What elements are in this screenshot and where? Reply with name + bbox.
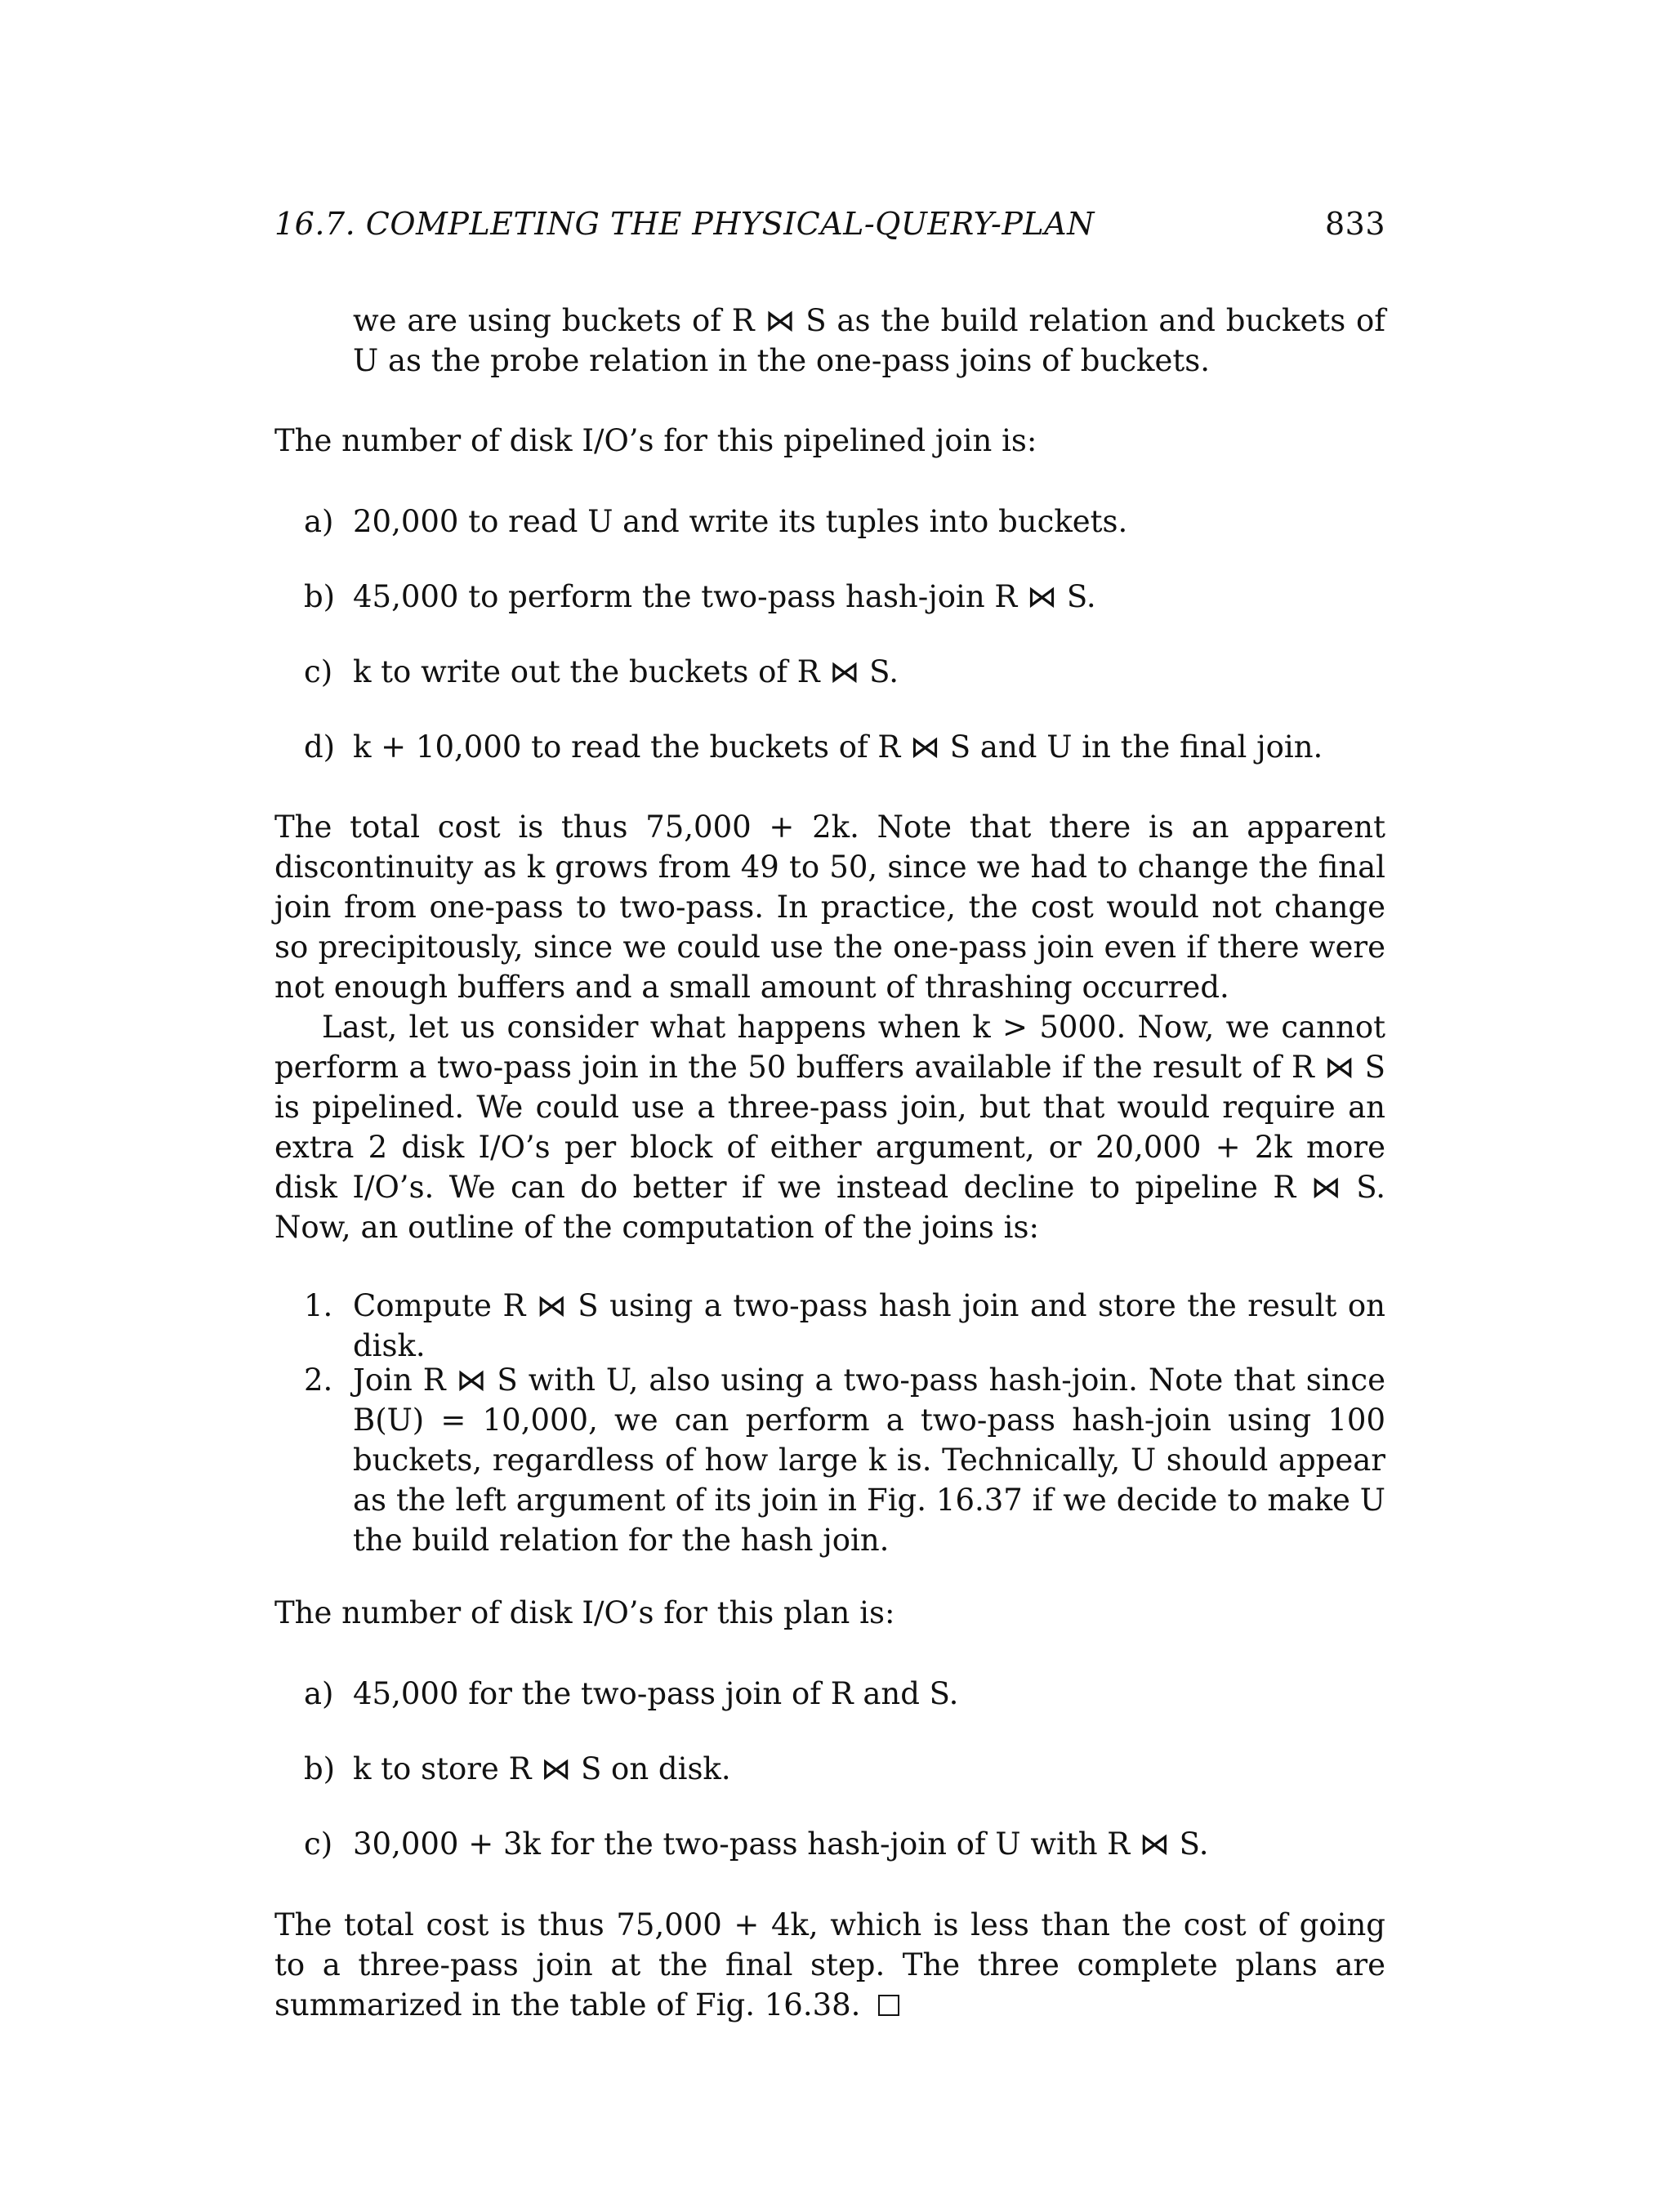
list-marker: b): [304, 1751, 336, 1786]
section-title: 16.7. COMPLETING THE PHYSICAL-QUERY-PLAN: [274, 206, 1095, 242]
closing-paragraph: The total cost is thus 75,000 + 4k, which is less than the cost of going to a three-pass join at the final step. The three complete plans are summarized in the table of Fig. 16.38.: [274, 1907, 1385, 2022]
intro-continuation: we are using buckets of R ⋈ S as the build relation and buckets of U as the probe relation in the one-pass joins of buckets.: [353, 303, 1385, 378]
running-head: [274, 206, 1385, 255]
list-item-text: k to store R ⋈ S on disk.: [353, 1751, 731, 1786]
list-item-text: Join R ⋈ S with U, also using a two-pass hash-join. Note that since B(U) = 10,000, we can perform a two-pass hash-join using 100 buckets, regardless of how large k is. Technically, U should appear as the left argument of its join in Fig. 16.37 if we decide to make U the build relation for the hash join.: [353, 1362, 1385, 1558]
list-marker: 2.: [304, 1362, 333, 1398]
list-marker: b): [304, 579, 336, 614]
list-marker: 1.: [304, 1288, 333, 1323]
list-marker: c): [304, 654, 333, 689]
plan-intro: The number of disk I/O’s for this plan is:: [274, 1595, 895, 1630]
list-item-text: 45,000 for the two-pass join of R and S.: [353, 1676, 959, 1711]
list-item-text: k to write out the buckets of R ⋈ S.: [353, 654, 899, 689]
list-marker: a): [304, 504, 334, 539]
list-item-text: k + 10,000 to read the buckets of R ⋈ S and U in the final join.: [353, 729, 1323, 765]
closing-paragraph-block: [274, 1905, 1385, 2025]
paragraph-last: Last, let us consider what happens when k > 5000. Now, we cannot perform a two-pass join in the 50 buffers available if the result of R ⋈ S is pipelined. We could use a three-pass join, but that would require an extra 2 disk I/O’s per block of either argument, or 20,000 + 2k more disk I/O’s. We can do better if we instead decline to pipeline R ⋈ S. Now, an outline of the computation of the joins is:: [274, 1010, 1385, 1245]
list-marker: d): [304, 729, 336, 765]
list-marker: a): [304, 1676, 334, 1711]
list-marker: c): [304, 1826, 333, 1862]
paragraph-total-cost: The total cost is thus 75,000 + 2k. Note that there is an apparent discontinuity as k grows from 49 to 50, since we had to change the final join from one-pass to two-pass. In practice, the cost would not change so precipitously, since we could use the one-pass join even if there were not enough buffers and a small amount of thrashing occurred.: [274, 809, 1385, 1005]
list-item-text: 20,000 to read U and write its tuples into buckets.: [353, 504, 1128, 539]
pipelined-intro: The number of disk I/O’s for this pipelined join is:: [274, 423, 1037, 458]
page-number: 833: [1324, 206, 1385, 242]
list-item-text: 30,000 + 3k for the two-pass hash-join of U with R ⋈ S.: [353, 1826, 1209, 1862]
end-of-example-icon: [878, 1995, 899, 2016]
list-item-text: Compute R ⋈ S using a two-pass hash join and store the result on disk.: [353, 1288, 1385, 1363]
body-paragraphs: [274, 807, 1385, 1247]
list-item-text: 45,000 to perform the two-pass hash-join R ⋈ S.: [353, 579, 1096, 614]
